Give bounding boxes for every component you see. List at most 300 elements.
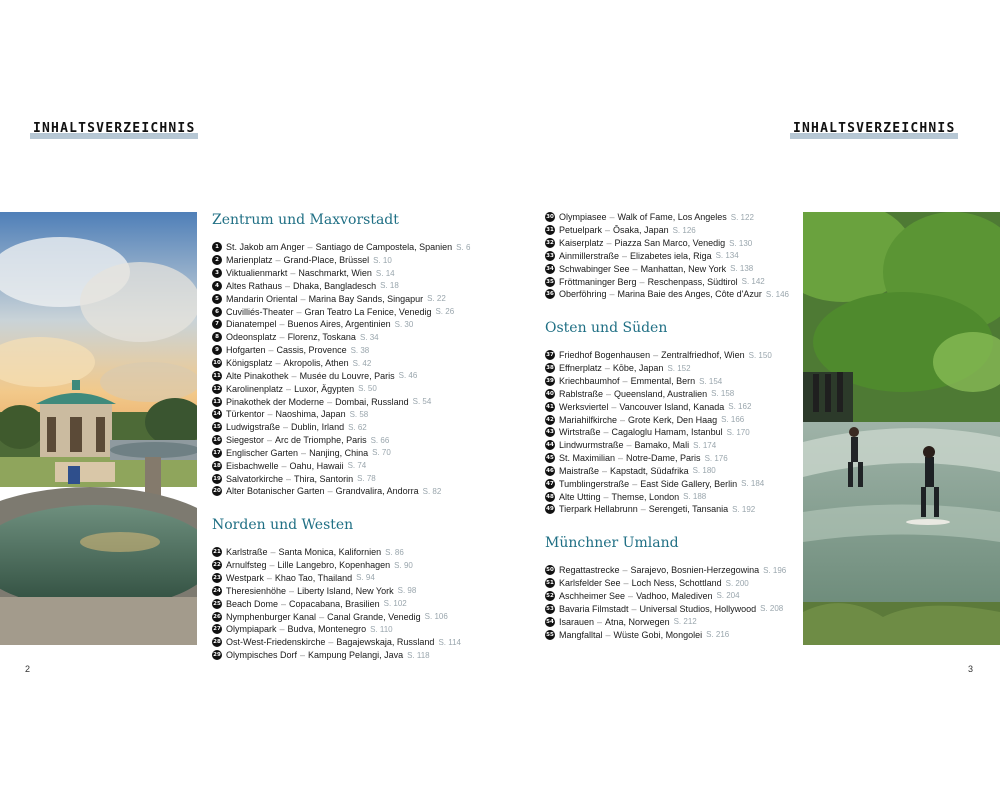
entry-place: Karlsfelder See [559, 578, 621, 589]
entry-number-badge: 16 [213, 437, 221, 444]
entry-page-ref: S. 38 [350, 345, 370, 355]
toc-column-left [212, 211, 532, 671]
entry-separator: – [319, 611, 325, 622]
entry-list [212, 546, 532, 662]
entry-page-ref: S. 114 [438, 637, 461, 647]
toc-entry[interactable] [212, 241, 532, 254]
entry-page-ref: S. 30 [394, 319, 414, 329]
toc-entry[interactable] [212, 267, 532, 280]
entry-number-badge: 26 [213, 613, 221, 620]
toc-entry[interactable] [212, 610, 532, 623]
entry-destination: Buenos Aires, Argentinien [287, 319, 391, 330]
entry-number-badge: 45 [546, 455, 554, 462]
toc-entry[interactable] [545, 490, 795, 503]
entry-destination: Dombai, Russland [335, 396, 409, 407]
entry-destination: Copacabana, Brasilien [289, 598, 380, 609]
entry-separator: – [611, 401, 617, 412]
entry-destination: Santiago de Campostela, Spanien [315, 242, 453, 253]
entry-separator: – [268, 345, 274, 356]
entry-place: Bavaria Filmstadt [559, 603, 629, 614]
entry-place: Ost-West-Friedenskirche [226, 637, 326, 648]
entry-place: Petuelpark [559, 225, 603, 236]
entry-page-ref: S. 174 [693, 440, 717, 450]
entry-separator: – [632, 263, 638, 274]
entry-page-ref: S. 166 [721, 415, 745, 425]
toc-section-norden-cont [545, 211, 795, 301]
entry-place: Alte Pinakothek [226, 370, 289, 381]
entry-page-ref: S. 6 [456, 242, 471, 252]
entry-place: Mangfalltal [559, 629, 603, 640]
entry-separator: – [623, 578, 629, 589]
toc-entry[interactable] [545, 452, 795, 465]
entry-destination: Marina Bay Sands, Singapur [308, 293, 424, 304]
toc-entry[interactable] [212, 280, 532, 293]
entry-destination: Loch Ness, Schottland [631, 578, 722, 589]
entry-number-badge: 51 [546, 580, 554, 587]
entry-separator: – [279, 332, 285, 343]
entry-destination: Kōbe, Japan [612, 363, 664, 374]
toc-entry[interactable] [545, 426, 795, 439]
toc-entry[interactable] [212, 254, 532, 267]
entry-destination: Cassis, Provence [276, 345, 347, 356]
entry-separator: – [275, 255, 281, 266]
entry-place: Cuvilliés-Theater [226, 306, 294, 317]
entry-page-ref: S. 86 [385, 547, 404, 557]
entry-number-badge: 19 [213, 475, 221, 482]
entry-destination: Dublin, Irland [291, 422, 345, 433]
toc-entry[interactable] [212, 408, 532, 421]
entry-place: Regattastrecke [559, 565, 620, 576]
entry-destination: Atna, Norwegen [605, 616, 670, 627]
entry-destination: Grand-Place, Brüssel [283, 255, 370, 266]
entry-number-badge: 18 [213, 462, 221, 469]
entry-place: Olympisches Dorf [226, 650, 298, 661]
entry-place: Eisbachwelle [226, 460, 279, 471]
entry-separator: – [606, 388, 612, 399]
entry-page-ref: S. 188 [683, 492, 707, 502]
entry-page-ref: S. 42 [352, 358, 372, 368]
toc-section-umland [545, 534, 795, 641]
hofgarten-photo [0, 212, 197, 645]
entry-page-ref: S. 106 [424, 612, 448, 622]
toc-entry[interactable] [212, 395, 532, 408]
entry-number-badge: 39 [546, 378, 554, 385]
entry-number-badge: 28 [213, 639, 221, 646]
entry-place: Olympiasee [559, 212, 607, 223]
entry-separator: – [622, 376, 628, 387]
entry-place: Dianatempel [226, 319, 277, 330]
entry-place: Schwabinger See [559, 263, 630, 274]
entry-place: Marienplatz [226, 255, 273, 266]
entry-number-badge: 53 [546, 605, 554, 612]
entry-place: Fröttmaninger Berg [559, 276, 637, 287]
toc-entry[interactable] [545, 237, 795, 250]
entry-page-ref: S. 134 [715, 251, 739, 261]
entry-page-ref: S. 94 [356, 573, 375, 583]
entry-separator: – [605, 629, 611, 640]
toc-entry[interactable] [212, 369, 532, 382]
entry-page-ref: S. 98 [397, 586, 417, 596]
entry-separator: – [632, 478, 638, 489]
toc-entry[interactable] [545, 590, 795, 603]
entry-page-ref: S. 14 [375, 268, 395, 278]
entry-page-ref: S. 46 [398, 371, 418, 381]
toc-section-zentrum [212, 211, 532, 498]
entry-destination: Budva, Montenegro [287, 624, 367, 635]
entry-separator: – [622, 250, 628, 261]
entry-destination: Lille Langebro, Kopenhagen [277, 560, 391, 571]
entry-number-badge: 15 [213, 424, 221, 431]
entry-place: Werksviertel [559, 401, 609, 412]
entry-page-ref: S. 130 [729, 238, 753, 248]
toc-entry[interactable] [212, 546, 532, 559]
toc-entry[interactable] [212, 292, 532, 305]
entry-number-badge: 29 [213, 652, 221, 659]
entry-destination: Sarajevo, Bosnien-Herzegowina [630, 565, 760, 576]
toc-entry[interactable] [212, 305, 532, 318]
entry-number-badge: 20 [213, 488, 221, 495]
toc-entry[interactable] [545, 262, 795, 275]
toc-entry[interactable] [545, 250, 795, 263]
entry-number-badge: 37 [546, 352, 554, 359]
entry-page-ref: S. 212 [673, 617, 697, 627]
entry-page-ref: S. 82 [422, 486, 442, 496]
entry-separator: – [603, 491, 609, 502]
entry-destination: Oahu, Hawaii [289, 460, 344, 471]
toc-entry[interactable] [212, 318, 532, 331]
entry-destination: Reschenpass, Südtirol [647, 276, 738, 287]
toc-entry[interactable] [545, 211, 795, 224]
toc-entry[interactable] [545, 387, 795, 400]
entry-number-badge: 41 [546, 403, 554, 410]
toc-column-right [545, 211, 795, 651]
entry-number-badge: 36 [546, 291, 554, 298]
entry-separator: – [653, 350, 659, 361]
entry-page-ref: S. 26 [435, 307, 455, 317]
entry-destination: Arc de Triomphe, Paris [275, 435, 367, 446]
entry-number-badge: 5 [212, 294, 222, 304]
toc-entry[interactable] [545, 439, 795, 452]
entry-place: Odeonsplatz [226, 332, 277, 343]
entry-separator: – [307, 242, 313, 253]
entry-separator: – [301, 447, 307, 458]
entry-separator: – [286, 383, 292, 394]
entry-separator: – [279, 319, 285, 330]
entry-place: Isarauen [559, 616, 595, 627]
entry-separator: – [300, 650, 306, 661]
entry-place: Pinakothek der Moderne [226, 396, 325, 407]
entry-place: Englischer Garten [226, 447, 299, 458]
entry-destination: Vadhoo, Malediven [636, 590, 713, 601]
entry-separator: – [640, 504, 646, 515]
entry-place: Mandarin Oriental [226, 293, 298, 304]
entry-number-badge: 12 [213, 385, 221, 392]
toc-section-osten [545, 319, 795, 516]
toc-entry[interactable] [212, 357, 532, 370]
entry-page-ref: S. 192 [732, 504, 756, 514]
entry-page-ref: S. 142 [741, 277, 765, 287]
entry-separator: – [327, 396, 333, 407]
entry-separator: – [283, 422, 289, 433]
entry-separator: – [281, 460, 287, 471]
entry-number-badge: 8 [212, 332, 222, 342]
entry-separator: – [620, 414, 626, 425]
entry-page-ref: S. 118 [407, 650, 430, 660]
entry-destination: Akropolis, Athen [283, 358, 349, 369]
entry-destination: Marina Baie des Anges, Côte d'Azur [617, 289, 762, 300]
entry-destination: Vancouver Island, Kanada [619, 401, 725, 412]
entry-page-ref: S. 216 [706, 630, 730, 640]
entry-page-ref: S. 102 [383, 599, 407, 609]
entry-page-ref: S. 162 [728, 402, 752, 412]
entry-place: Aschheimer See [559, 590, 626, 601]
entry-destination: Gran Teatro La Fenice, Venedig [304, 306, 432, 317]
toc-entry[interactable] [545, 628, 795, 641]
entry-number-badge: 9 [212, 345, 222, 355]
entry-page-ref: S. 154 [699, 376, 723, 386]
entry-place: Maistraße [559, 465, 600, 476]
entry-number-badge: 35 [546, 278, 554, 285]
entry-page-ref: S. 196 [763, 565, 787, 575]
entry-page-ref: S. 208 [760, 604, 784, 614]
entry-destination: Bamako, Mali [634, 440, 690, 451]
toc-entry[interactable] [212, 447, 532, 460]
entry-page-ref: S. 66 [370, 435, 390, 445]
toc-entry[interactable] [545, 400, 795, 413]
entry-page-ref: S. 126 [672, 225, 696, 235]
toc-entry[interactable] [545, 564, 795, 577]
entry-place: Tierpark Hellabrunn [559, 504, 638, 515]
entry-separator: – [628, 590, 634, 601]
entry-page-ref: S. 176 [704, 453, 728, 463]
entry-destination: Grandvalira, Andorra [335, 486, 419, 497]
toc-entry[interactable] [212, 421, 532, 434]
entry-place: Ainmillerstraße [559, 250, 620, 261]
toc-entry[interactable] [212, 649, 532, 662]
entry-destination: Elizabetes iela, Riga [630, 250, 712, 261]
entry-place: Oberföhring [559, 289, 607, 300]
entry-number-badge: 48 [546, 493, 554, 500]
entry-separator: – [605, 225, 611, 236]
toc-entry[interactable] [212, 382, 532, 395]
entry-separator: – [289, 585, 295, 596]
toc-entry[interactable] [212, 597, 532, 610]
entry-page-ref: S. 54 [412, 397, 432, 407]
entry-destination: Musée du Louvre, Paris [299, 370, 395, 381]
entry-list [212, 241, 532, 498]
page-number-left: 2 [25, 664, 31, 674]
entry-number-badge: 17 [213, 449, 221, 456]
entry-number-badge: 14 [213, 411, 221, 418]
entry-number-badge: 34 [546, 265, 554, 272]
entry-separator: – [279, 624, 285, 635]
entry-destination: Cagaloglu Hamam, Istanbul [611, 427, 723, 438]
entry-number-badge: 54 [546, 618, 554, 625]
entry-destination: Universal Studios, Hollywood [639, 603, 757, 614]
entry-page-ref: S. 158 [711, 389, 735, 399]
entry-place: Kriechbaumhof [559, 376, 620, 387]
entry-page-ref: S. 180 [692, 466, 716, 476]
entry-destination: Naoshima, Japan [275, 409, 346, 420]
entry-separator: – [281, 598, 287, 609]
entry-separator: – [269, 560, 275, 571]
entry-place: Effnerplatz [559, 363, 602, 374]
entry-destination: Queensland, Australien [614, 388, 708, 399]
entry-destination: Florenz, Toskana [287, 332, 356, 343]
entry-destination: Wüste Gobi, Mongolei [613, 629, 703, 640]
toc-entry[interactable] [545, 224, 795, 237]
entry-number-badge: 7 [212, 319, 222, 329]
entry-number-badge: 27 [213, 626, 221, 633]
toc-entry[interactable] [212, 459, 532, 472]
entry-page-ref: S. 74 [347, 461, 367, 471]
entry-destination: Piazza San Marco, Venedig [614, 238, 726, 249]
entry-place: Kaiserplatz [559, 238, 604, 249]
entry-page-ref: S. 70 [372, 448, 391, 458]
entry-place: Rablstraße [559, 388, 604, 399]
entry-page-ref: S. 122 [730, 212, 754, 222]
entry-number-badge: 4 [212, 281, 222, 291]
entry-page-ref: S. 90 [394, 560, 413, 570]
toc-entry[interactable] [212, 584, 532, 597]
entry-destination: Walk of Fame, Los Angeles [617, 212, 727, 223]
entry-destination: East Side Gallery, Berlin [640, 478, 738, 489]
entry-number-badge: 44 [546, 442, 554, 449]
toc-entry[interactable] [212, 636, 532, 649]
entry-place: Hofgarten [226, 345, 266, 356]
page-number-right: 3 [968, 664, 974, 674]
entry-place: Friedhof Bogenhausen [559, 350, 651, 361]
entry-number-badge: 47 [546, 480, 554, 487]
toc-header-left: INHALTSVERZEICHNIS [30, 121, 198, 136]
entry-page-ref: S. 170 [726, 427, 750, 437]
toc-entry[interactable] [212, 572, 532, 585]
entry-page-ref: S. 138 [730, 264, 754, 274]
toc-entry[interactable] [212, 472, 532, 485]
entry-destination: Canal Grande, Venedig [327, 611, 421, 622]
toc-entry[interactable] [212, 485, 532, 498]
toc-entry[interactable] [545, 577, 795, 590]
entry-number-badge: 25 [213, 600, 221, 607]
entry-separator: – [300, 293, 306, 304]
entry-place: Tumblingerstraße [559, 478, 630, 489]
toc-entry[interactable] [545, 477, 795, 490]
eisbachwelle-photo [803, 212, 1000, 645]
toc-entry[interactable] [212, 344, 532, 357]
toc-entry[interactable] [545, 615, 795, 628]
entry-number-badge: 24 [213, 587, 221, 594]
entry-separator: – [622, 565, 628, 576]
toc-header-right: INHALTSVERZEICHNIS [790, 121, 958, 136]
entry-separator: – [602, 465, 608, 476]
entry-destination: Nanjing, China [309, 447, 369, 458]
entry-place: Olympiapark [226, 624, 277, 635]
entry-separator: – [631, 603, 637, 614]
entry-place: Karolinenplatz [226, 383, 284, 394]
entry-list [545, 349, 795, 516]
toc-entry[interactable] [545, 349, 795, 362]
toc-section-norden [212, 516, 532, 662]
entry-place: Salvatorkirche [226, 473, 284, 484]
entry-place: Westpark [226, 572, 264, 583]
entry-separator: – [296, 306, 302, 317]
entry-destination: Luxor, Ägypten [294, 383, 355, 394]
entry-separator: – [267, 435, 273, 446]
entry-destination: Notre-Dame, Paris [626, 453, 701, 464]
toc-entry[interactable] [545, 413, 795, 426]
entry-number-badge: 55 [546, 631, 554, 638]
entry-page-ref: S. 150 [748, 350, 772, 360]
entry-list [545, 211, 795, 301]
toc-entry[interactable] [545, 465, 795, 478]
entry-number-badge: 23 [213, 574, 221, 581]
entry-number-badge: 22 [213, 562, 221, 569]
entry-separator: – [285, 280, 291, 291]
toc-entry[interactable] [212, 559, 532, 572]
section-title: Münchner Umland [545, 534, 679, 551]
entry-number-badge: 42 [546, 416, 554, 423]
entry-place: Altes Rathaus [226, 280, 283, 291]
entry-separator: – [275, 358, 281, 369]
entry-separator: – [626, 440, 632, 451]
entry-page-ref: S. 146 [765, 289, 789, 299]
entry-destination: Santa Monica, Kalifornien [278, 547, 382, 558]
entry-place: Arnulfsteg [226, 560, 267, 571]
entry-number-badge: 13 [213, 398, 221, 405]
entry-number-badge: 43 [546, 429, 554, 436]
toc-entry[interactable] [545, 362, 795, 375]
toc-entry[interactable] [212, 434, 532, 447]
entry-number-badge: 11 [213, 372, 221, 379]
section-title: Osten und Süden [545, 319, 668, 336]
entry-number-badge: 21 [213, 549, 221, 556]
entry-page-ref: S. 22 [427, 294, 446, 304]
toc-entry[interactable] [212, 331, 532, 344]
entry-separator: – [606, 238, 612, 249]
section-title: Norden und Westen [212, 516, 354, 533]
entry-place: Mariahilfkirche [559, 414, 618, 425]
entry-number-badge: 49 [546, 506, 554, 513]
toc-entry[interactable] [545, 288, 795, 301]
entry-place: Nymphenburger Kanal [226, 611, 317, 622]
entry-number-badge: 52 [546, 592, 554, 599]
entry-page-ref: S. 152 [667, 363, 691, 373]
entry-number-badge: 10 [213, 360, 221, 367]
entry-number-badge: 6 [212, 307, 222, 317]
entry-page-ref: S. 204 [716, 591, 740, 601]
entry-separator: – [609, 212, 615, 223]
entry-page-ref: S. 110 [370, 624, 393, 634]
entry-separator: – [290, 268, 296, 279]
entry-destination: Ōsaka, Japan [613, 225, 669, 236]
entry-page-ref: S. 200 [725, 578, 749, 588]
entry-place: Ludwigstraße [226, 422, 281, 433]
entry-list [545, 564, 795, 641]
entry-separator: – [270, 547, 276, 558]
entry-page-ref: S. 184 [741, 479, 765, 489]
entry-separator: – [327, 486, 333, 497]
toc-entry[interactable] [545, 375, 795, 388]
entry-separator: – [286, 473, 292, 484]
toc-entry[interactable] [545, 602, 795, 615]
toc-entry[interactable] [545, 503, 795, 516]
toc-entry[interactable] [212, 623, 532, 636]
entry-place: Karlstraße [226, 547, 268, 558]
section-title: Zentrum und Maxvorstadt [212, 212, 399, 228]
toc-entry[interactable] [545, 275, 795, 288]
entry-number-badge: 50 [546, 567, 554, 574]
entry-page-ref: S. 34 [359, 332, 379, 342]
